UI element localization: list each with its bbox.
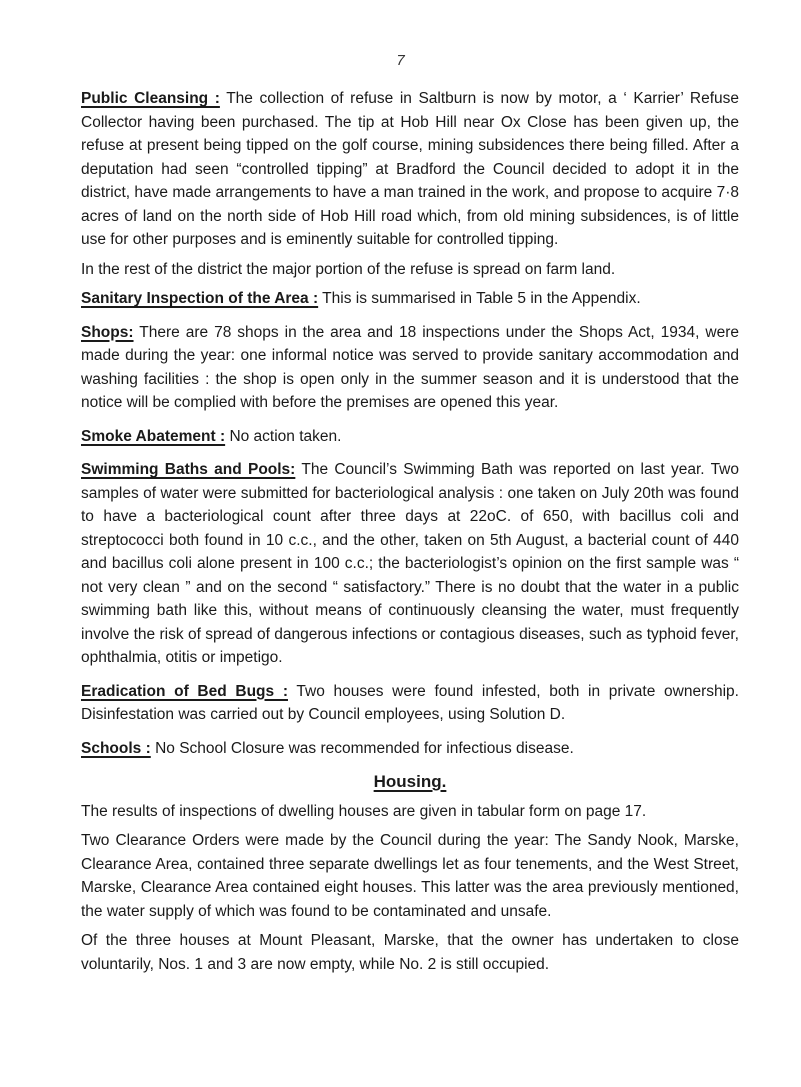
- schools-text: No School Closure was recommended for infectious disease.: [155, 739, 574, 757]
- housing-heading: [81, 770, 739, 794]
- public-cleansing-text-2: In the rest of the district the major portion of the refuse is spread on farm land.: [81, 260, 616, 278]
- swimming-baths-text: The Council’s Swimming Bath was reported on last year. Two samples of water were submitted for bacteriological analysis : one taken on July 20th was found to have a bacteriological count after three days at 22oC. of 650, with bacillus coli and streptococci both found in 10 c.c., and the other, taken on 5th August, a bacterial count of 440 and bacillus coli alone present in 100 c.c.; the bacteriologist’s opinion on the first sample was “ not very clean ” and on the second “ satisfactory.” There is no doubt that the water in a public swimming bath like this, without means of continuously cleansing the water, must frequently involve the risk of spread of dangerous infections or contagious diseases, such as typhoid fever, ophthalmia, otitis or impetigo.: [81, 461, 739, 666]
- shops-heading: Shops:: [81, 323, 134, 341]
- housing-paragraph-1: The results of inspections of dwelling houses are given in tabular form on page 17.: [81, 802, 647, 820]
- sanitary-inspection-text: This is summarised in Table 5 in the Appendix.: [322, 290, 641, 307]
- housing-paragraph-3: Of the three houses at Mount Pleasant, Marske, that the owner has undertaken to close voluntarily, Nos. 1 and 3 are now empty, while No. 2 is still occupied.: [81, 932, 739, 973]
- housing-heading-text: Housing.: [373, 772, 447, 791]
- swimming-baths-heading: Swimming Baths and Pools:: [81, 461, 296, 478]
- public-cleansing-text: The collection of refuse in Saltburn is now by motor, a ‘ Karrier’ Refuse Collector having been purchased. The tip at Hob Hill near Ox Close has been given up, the refuse at present being tipped on the golf course, mining subsidences there being filled. After a deputation had seen “controlled tipping” at Bradford the Council decided to adopt it in the district, have made arrangements to have a man trained in the work, and propose to acquire 7·8 acres of land on the north side of Hob Hill road which, from old mining subsidences, is of little use for other purposes and is eminently suitable for controlled tipping.: [81, 90, 739, 248]
- public-cleansing-paragraph-2: [81, 258, 739, 282]
- smoke-abatement-text: No action taken.: [229, 427, 342, 445]
- sanitary-inspection-heading: Sanitary Inspection of the Area :: [81, 290, 319, 307]
- public-cleansing-heading: Public Cleansing :: [81, 90, 220, 107]
- bed-bugs-text: Two houses were found infested, both in private ownership. Disinfestation was carried out by Council employees, using Solution D.: [81, 682, 739, 723]
- shops-paragraph: [81, 321, 739, 415]
- public-cleansing-paragraph: [81, 87, 739, 252]
- housing-paragraph-2: Two Clearance Orders were made by the Council during the year: The Sandy Nook, Marske, Clearance Area, contained three separate dwellings let as four tenements, and the West Street, Marske, Clearance Area contained eight houses. This latter was the area previously mentioned, the water supply of which was found to be contaminated and unsafe.: [81, 832, 739, 920]
- schools-paragraph: [81, 737, 739, 761]
- sanitary-inspection-paragraph: [81, 287, 739, 311]
- smoke-abatement-heading: Smoke Abatement :: [81, 427, 226, 445]
- schools-heading: Schools :: [81, 739, 151, 757]
- swimming-baths-paragraph: [81, 458, 739, 670]
- shops-text: There are 78 shops in the area and 18 inspections under the Shops Act, 1934, were made during the year: one informal notice was served to provide sanitary accommodation and washing facilities : the shop is open only in the summer season and it is understood that the notice will be complied with before the premises are opened this year.: [81, 323, 739, 411]
- page-body: [81, 87, 739, 976]
- smoke-abatement-paragraph: [81, 425, 739, 449]
- bed-bugs-heading: Eradication of Bed Bugs :: [81, 682, 288, 700]
- bed-bugs-paragraph: [81, 680, 739, 727]
- page-number: 7: [396, 52, 405, 69]
